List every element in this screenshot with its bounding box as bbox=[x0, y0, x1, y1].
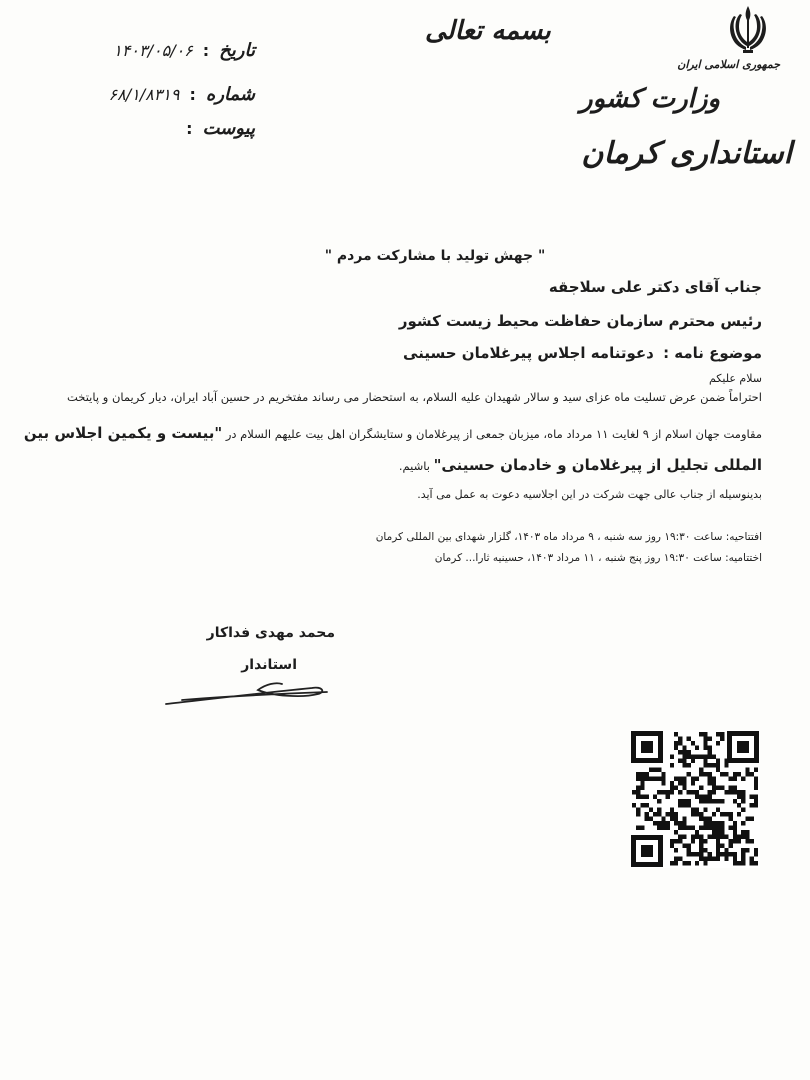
date-label: تاریخ bbox=[219, 40, 255, 61]
qr-code-icon[interactable] bbox=[630, 730, 760, 868]
ministry-name: وزارت کشور bbox=[580, 84, 720, 114]
slogan-text: " جهش تولید با مشارکت مردم " bbox=[324, 248, 546, 264]
opening-schedule: افتتاحیه: ساعت ۱۹:۳۰ روز سه شنبه ، ۹ مرداد ماه ۱۴۰۳، گلزار شهدای بین المللی کرمان bbox=[375, 531, 762, 543]
body-line-1: احتراماً ضمن عرض تسلیت ماه عزای سید و سالار شهیدان علیه السلام، به استحضار می رساند مفتخریم در حسین آباد ایران، دیار کریمان و پایتخت bbox=[67, 390, 762, 404]
attachment-row bbox=[186, 118, 255, 139]
greeting: سلام علیکم bbox=[708, 372, 762, 385]
signer-name: محمد مهدی فداکار bbox=[206, 625, 335, 641]
body-line-3-text: باشیم. bbox=[398, 459, 430, 473]
body-line-4: بدینوسیله از جناب عالی جهت شرکت در این اجلاسیه دعوت به عمل می آید. bbox=[417, 488, 762, 501]
attachment-label: پیوست bbox=[202, 118, 255, 139]
number-value: ۶۸/۱/۸۳۱۹ bbox=[108, 85, 180, 104]
recipient-name: جناب آقای دکتر علی سلاجقه bbox=[548, 278, 762, 296]
signer-title: استاندار bbox=[241, 657, 297, 673]
date-colon: : bbox=[202, 41, 210, 60]
body-line-2 bbox=[24, 424, 762, 442]
body-line-2-text: مقاومت جهان اسلام از ۹ لغایت ۱۱ مرداد ماه، میزبان جمعی از پیرغلامان و ستایشگران اهل بیت علیهم السلام در bbox=[225, 427, 762, 441]
slogan bbox=[0, 248, 810, 264]
date-value: ۱۴۰۳/۰۵/۰۶ bbox=[113, 41, 193, 60]
attachment-colon: : bbox=[186, 119, 193, 138]
subject-line bbox=[403, 344, 762, 362]
event-title-part-2: المللی تجلیل از پیرغلامان و خادمان حسینی" bbox=[433, 456, 762, 474]
body-line-3 bbox=[399, 456, 762, 474]
republic-label: جمهوری اسلامی ایران bbox=[677, 58, 780, 71]
basmala-heading: بسمه تعالی bbox=[425, 16, 551, 46]
event-title-part-1: "بیست و یکمین اجلاس بین bbox=[23, 424, 223, 442]
recipient-title: رئیس محترم سازمان حفاظت محیط زیست کشور bbox=[398, 312, 762, 330]
signature-scribble bbox=[162, 674, 332, 710]
province-name: استانداری کرمان bbox=[581, 136, 792, 171]
number-label: شماره bbox=[205, 84, 255, 105]
number-colon: : bbox=[189, 85, 196, 104]
closing-schedule: اختتامیه: ساعت ۱۹:۳۰ روز پنج شنبه ، ۱۱ مرداد ۱۴۰۳، حسینیه ثارا... کرمان bbox=[434, 552, 762, 564]
number-row bbox=[109, 84, 255, 105]
iran-emblem-icon bbox=[726, 4, 770, 56]
subject-text: دعوتنامه اجلاس پیرغلامان حسینی bbox=[403, 344, 654, 362]
date-row bbox=[113, 40, 255, 61]
subject-label: موضوع نامه : bbox=[663, 344, 762, 362]
